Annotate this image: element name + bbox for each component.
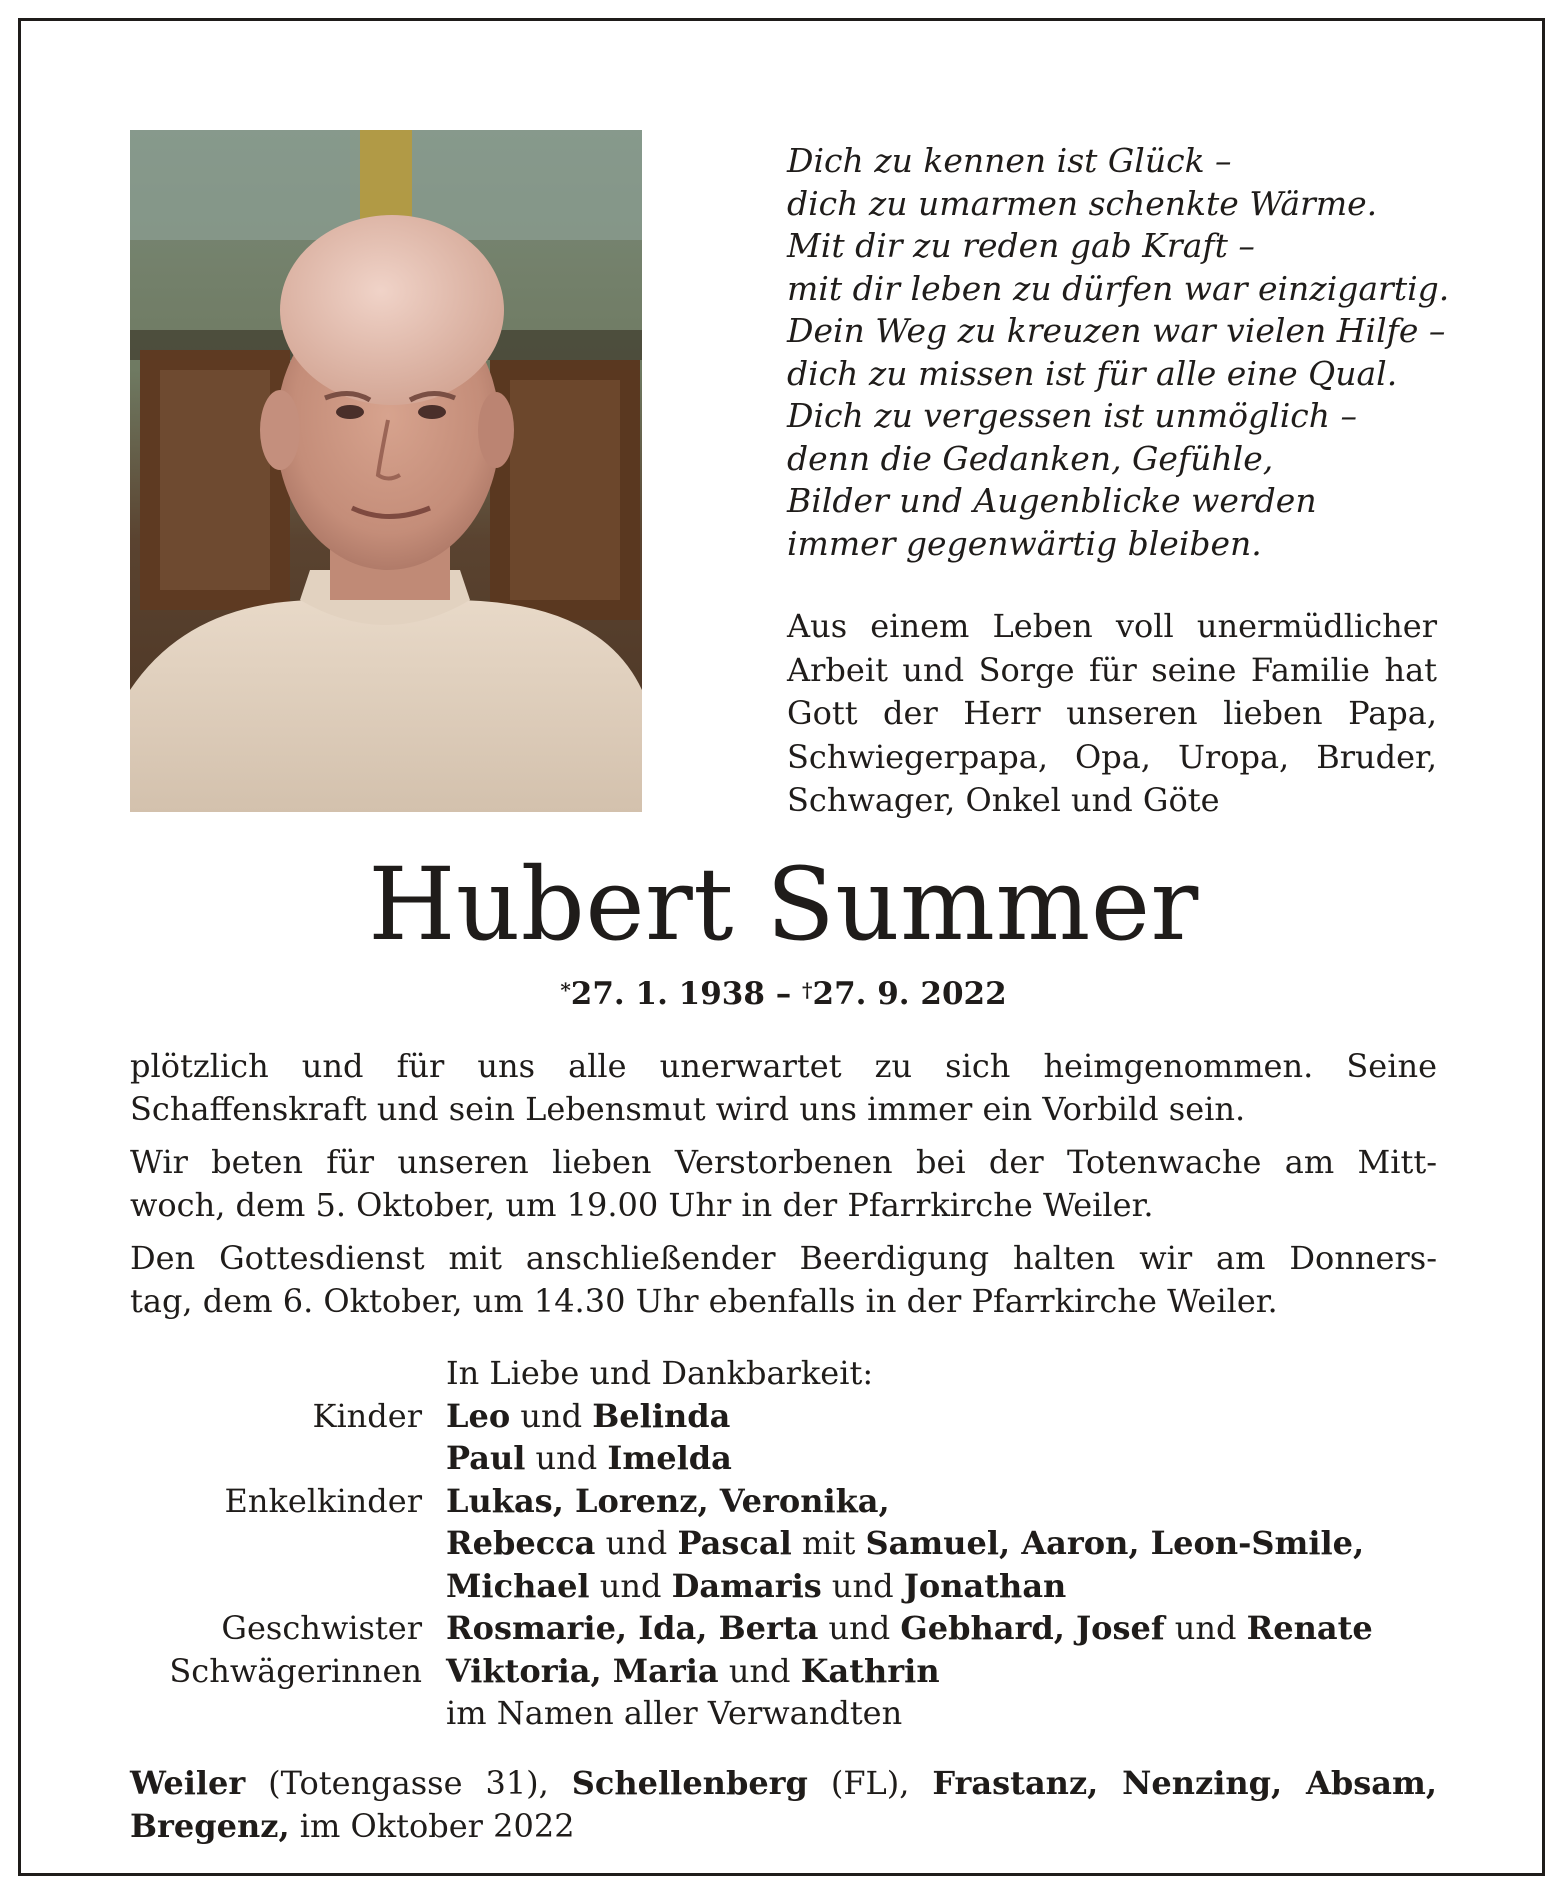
poem-line: Dein Weg zu kreuzen war vielen Hilfe – [787,311,1446,350]
body-line: Den Gottesdienst mit anschließender Beerdigung halten wir am Donners- [130,1239,1437,1277]
body-line: Schaffenskraft und sein Lebensmut wird uns immer ein Vorbild sein. [130,1090,1246,1128]
death-date: 27. 9. 2022 [812,976,1007,1012]
poem-line: Dich zu vergessen ist unmöglich – [787,396,1357,435]
grandchildren-names: Lukas, Lorenz, Veronika, [446,1481,890,1520]
poem-line: mit dir leben zu dürfen war einzigartig. [787,268,1450,308]
place-name: Weiler [130,1764,246,1802]
wake-paragraph [130,1141,1437,1227]
funeral-paragraph [130,1237,1437,1323]
family-heading-row [130,1352,1437,1395]
poem [787,140,1487,565]
grandchildren-row: Rebecca und Pascal mit Samuel, Aaron, Leon-Smile, [446,1524,1365,1562]
place-name: Bregenz, [130,1807,290,1845]
children-row: Paul und Imelda [446,1439,732,1477]
date-separator: – [775,976,792,1012]
grandchildren-label: Enkelkinder [224,1481,422,1520]
relatives-row [130,1692,1437,1735]
mourners-list [130,1352,1437,1735]
death-symbol: † [802,978,813,1002]
body-line: Wir beten für unseren lieben Verstorbenen bei der Totenwache am Mitt- [130,1143,1437,1181]
intro-line: Schwiegerpapa, Opa, Uropa, Bruder, [787,737,1437,776]
intro-line: Schwager, Onkel und Göte [787,781,1220,819]
intro-line: Aus einem Leben voll unermüdlicher [787,607,1437,645]
siblings-row: Geschwister Rosmarie, Ida, Berta und Gebhard, Josef und Renate [130,1607,1437,1650]
footer-line [130,1805,1437,1848]
intro-text [787,605,1437,823]
body-line: plötzlich und für uns alle unerwartet zu sich heimgenommen. Seine [130,1047,1437,1085]
child-partner-name: Imelda [607,1439,732,1477]
intro-line: Arbeit und Sorge für seine Familie hat [787,650,1437,689]
footer-places [130,1762,1437,1848]
body-line: woch, dem 5. Oktober, um 19.00 Uhr in der Pfarrkirche Weiler. [130,1186,1154,1224]
child-partner-name: Belinda [592,1396,731,1435]
poem-line: immer gegenwärtig bleiben. [787,523,1262,563]
family-heading: In Liebe und Dankbarkeit: [446,1354,874,1392]
child-name: Paul [446,1439,526,1477]
footer-line: Weiler (Totengasse 31), Schellenberg (FL), Frastanz, Nenzing, Absam, [130,1764,1438,1802]
birth-date: 27. 1. 1938 [570,976,765,1012]
poem-line: dich zu umarmen schenkte Wärme. [787,183,1378,223]
passing-paragraph [130,1045,1437,1131]
poem-line: dich zu missen ist für alle eine Qual. [787,353,1398,393]
footer-date: im Oktober 2022 [289,1807,575,1845]
sisters-in-law-row: Schwägerinnen Viktoria, Maria und Kathrin [130,1650,1437,1693]
children-row: Kinder Leo und Belinda [130,1395,1437,1438]
portrait-illustration [130,130,642,812]
poem-line: Bilder und Augenblicke werden [787,481,1317,520]
birth-symbol: * [560,978,571,1002]
child-name: Leo [446,1396,511,1435]
portrait-photo [130,130,642,812]
poem-line: Mit dir zu reden gab Kraft – [787,226,1255,265]
relatives-text: im Namen aller Verwandten [446,1694,903,1732]
announcement-body [130,1045,1437,1333]
place-name: Frastanz, Nenzing, Absam, [932,1764,1438,1802]
sisters-in-law-label: Schwägerinnen [169,1651,422,1690]
life-dates [130,974,1437,1014]
deceased-name: Hubert Summer [368,846,1199,963]
body-line: tag, dem 6. Oktober, um 14.30 Uhr ebenfalls in der Pfarrkirche Weiler. [130,1282,1278,1320]
children-label: Kinder [312,1396,422,1435]
grandchildren-row: Michael und Damaris und Jonathan [446,1566,1067,1605]
poem-line: denn die Gedanken, Gefühle, [787,438,1274,478]
intro-line: Gott der Herr unseren lieben Papa, [787,694,1437,732]
siblings-label: Geschwister [221,1609,422,1647]
grandchildren-row [130,1480,1437,1523]
poem-line: Dich zu kennen ist Glück – [787,141,1232,180]
place-name: Schellenberg [571,1764,808,1802]
